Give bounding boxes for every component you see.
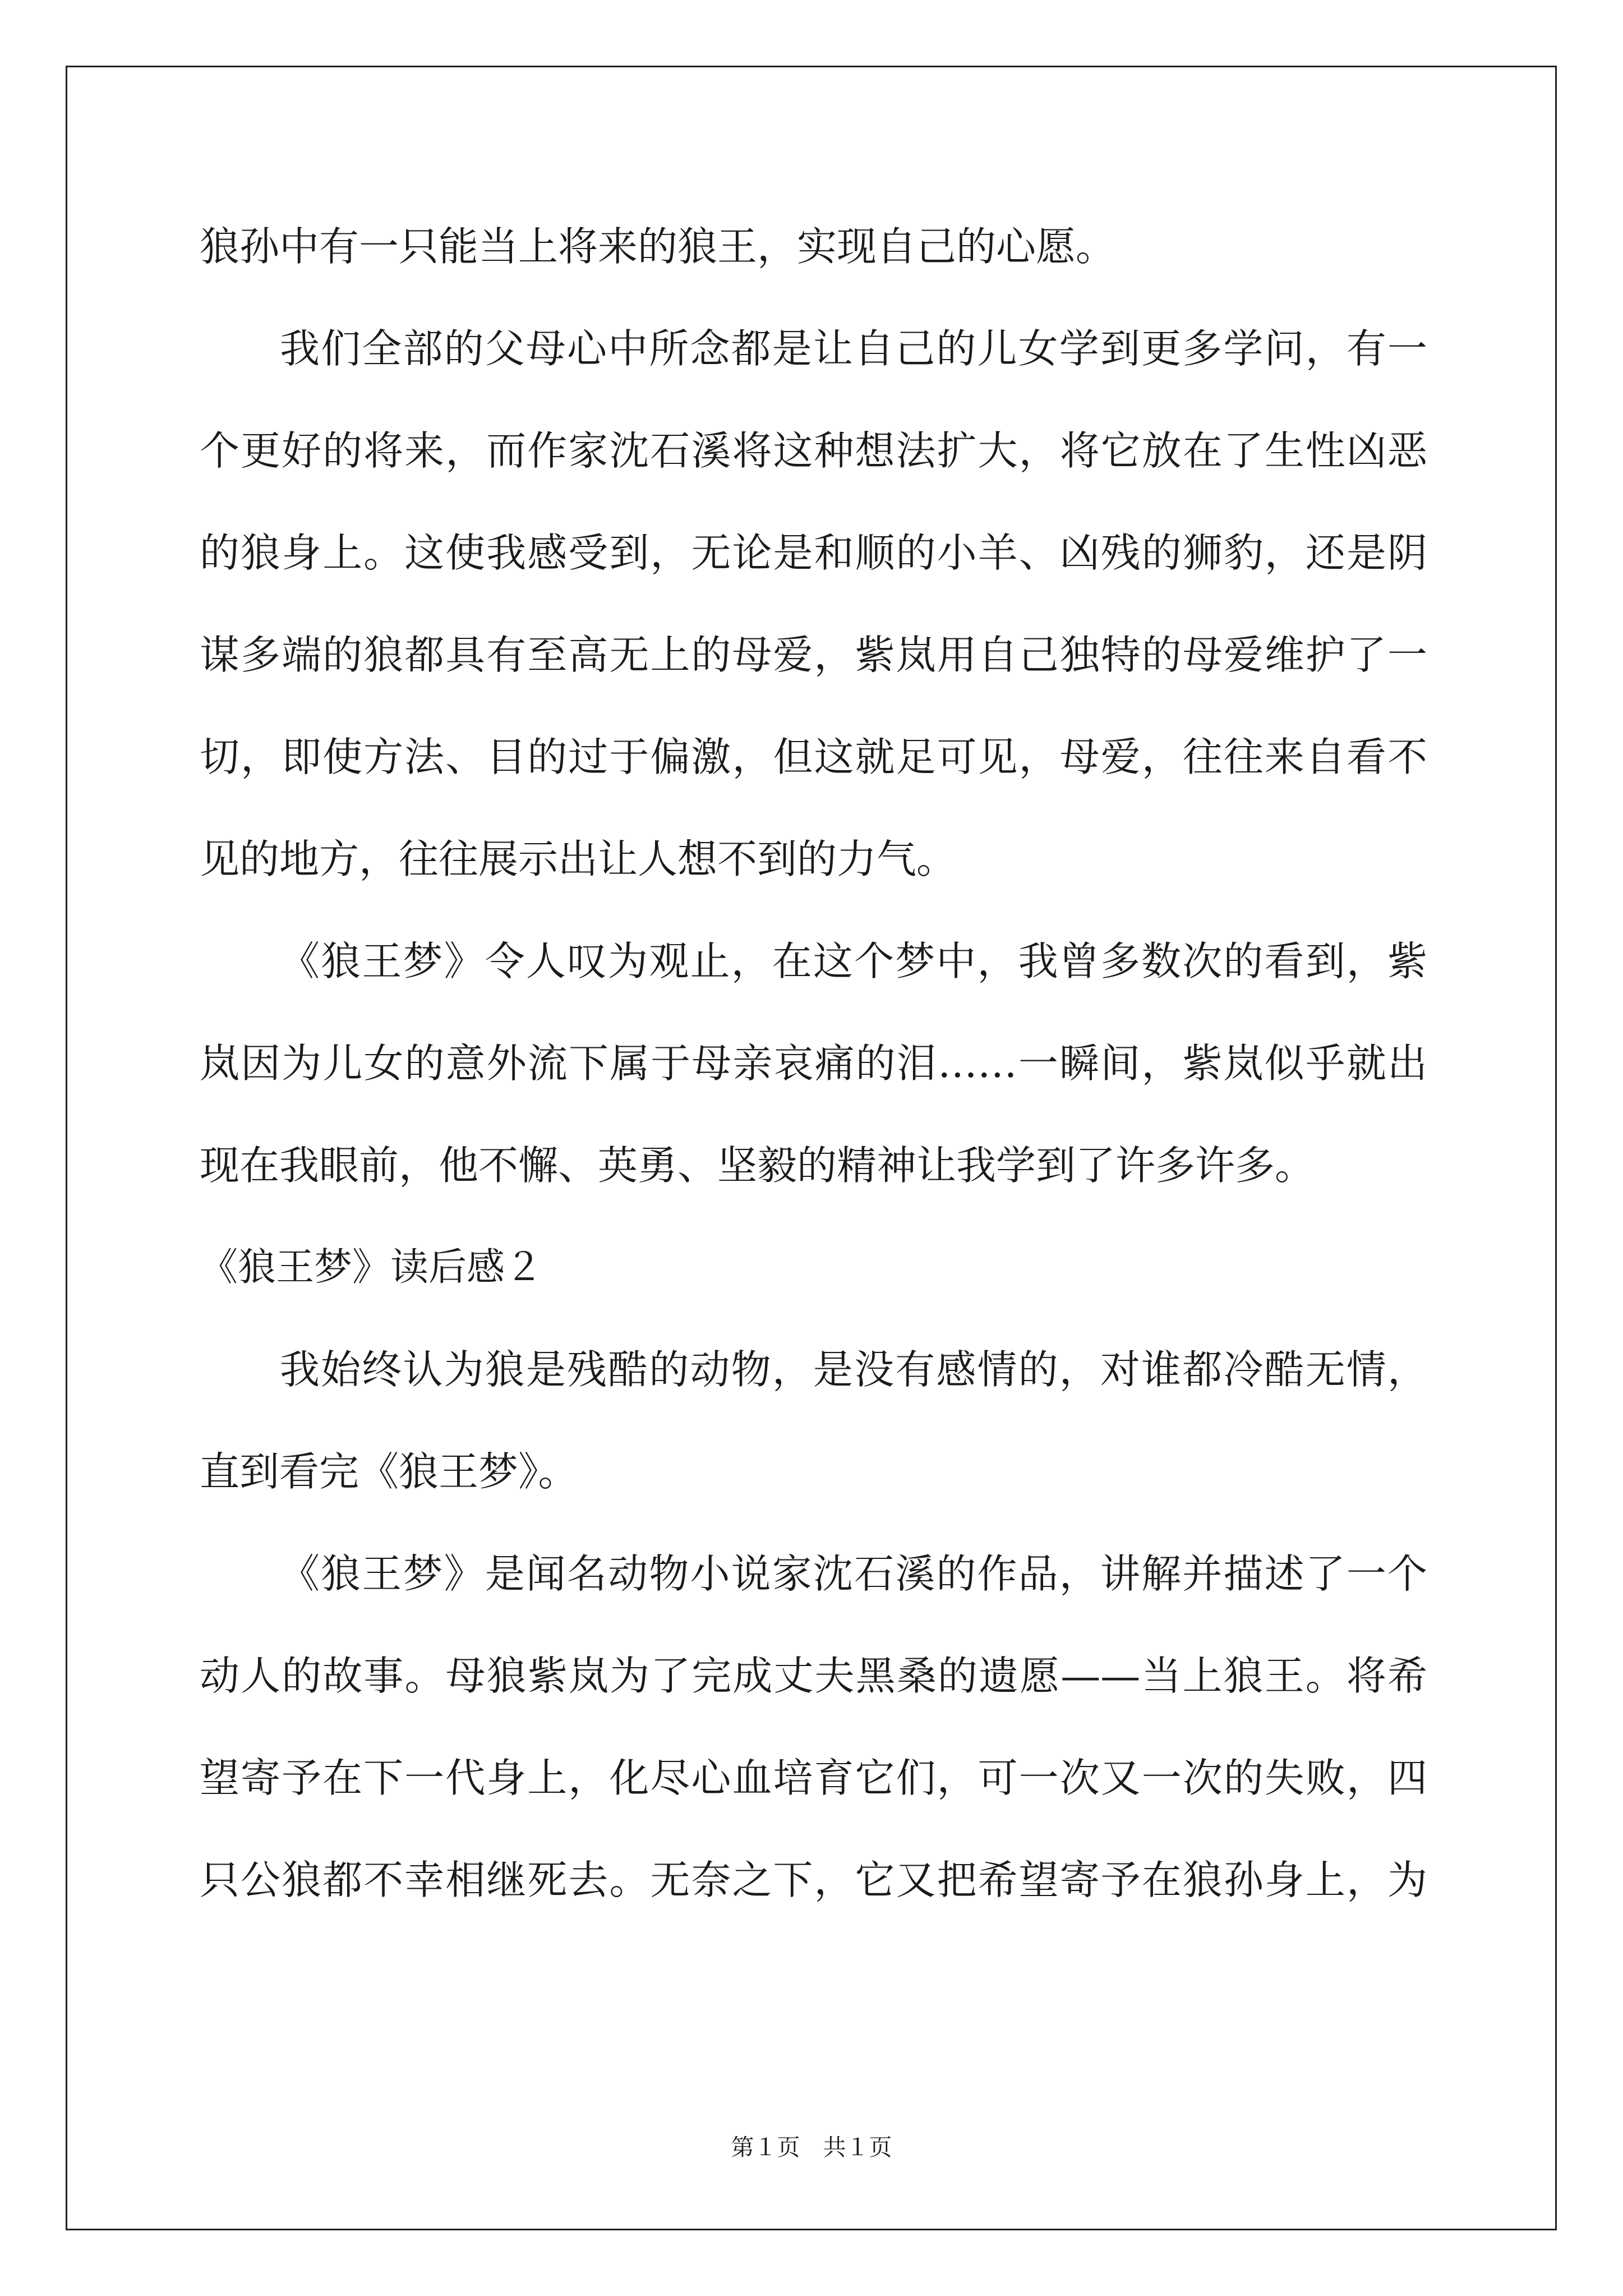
text-line: 我们全部的父母心中所念都是让自己的儿女学到更多学问，有一 [280, 325, 1427, 372]
text-line: 《狼王梦》是闻名动物小说家沈石溪的作品，讲解并描述了一个 [280, 1550, 1427, 1597]
text-line: 谋多端的狼都具有至高无上的母爱，紫岚用自己独特的母爱维护了一 [200, 632, 1427, 678]
text-line: 我始终认为狼是残酷的动物，是没有感情的，对谁都冷酷无情， [280, 1346, 1427, 1393]
text-line: 的狼身上。这使我感受到，无论是和顺的小羊、凶残的狮豹，还是阴 [200, 530, 1427, 576]
page-number-footer: 第１页 共１页 [731, 2134, 892, 2161]
text-line: 切，即使方法、目的过于偏激，但这就足可见，母爱，往往来自看不 [200, 734, 1427, 780]
text-line: 见的地方，往往展示出让人想不到的力气。 [200, 836, 957, 882]
text-line: 个更好的将来，而作家沈石溪将这种想法扩大，将它放在了生性凶恶 [200, 427, 1427, 474]
document-body [200, 213, 1427, 1949]
text-line: 望寄予在下一代身上，化尽心血培育它们，可一次又一次的失败，四 [200, 1755, 1427, 1801]
text-line: 《狼王梦》令人叹为观止，在这个梦中，我曾多数次的看到，紫 [280, 938, 1427, 984]
text-line: 现在我眼前，他不懈、英勇、坚毅的精神让我学到了许多许多。 [200, 1142, 1315, 1189]
text-line: 岚因为儿女的意外流下属于母亲哀痛的泪……一瞬间，紫岚似乎就出 [200, 1040, 1427, 1087]
section-heading: 《狼王梦》读后感２ [200, 1245, 543, 1290]
text-line: 直到看完《狼王梦》。 [200, 1448, 578, 1495]
text-line: 狼孙中有一只能当上将来的狼王，实现自己的心愿。 [200, 223, 1116, 270]
text-line: 只公狼都不幸相继死去。无奈之下，它又把希望寄予在狼孙身上，为 [200, 1857, 1427, 1903]
text-line: 动人的故事。母狼紫岚为了完成丈夫黑桑的遗愿——当上狼王。将希 [200, 1653, 1427, 1699]
